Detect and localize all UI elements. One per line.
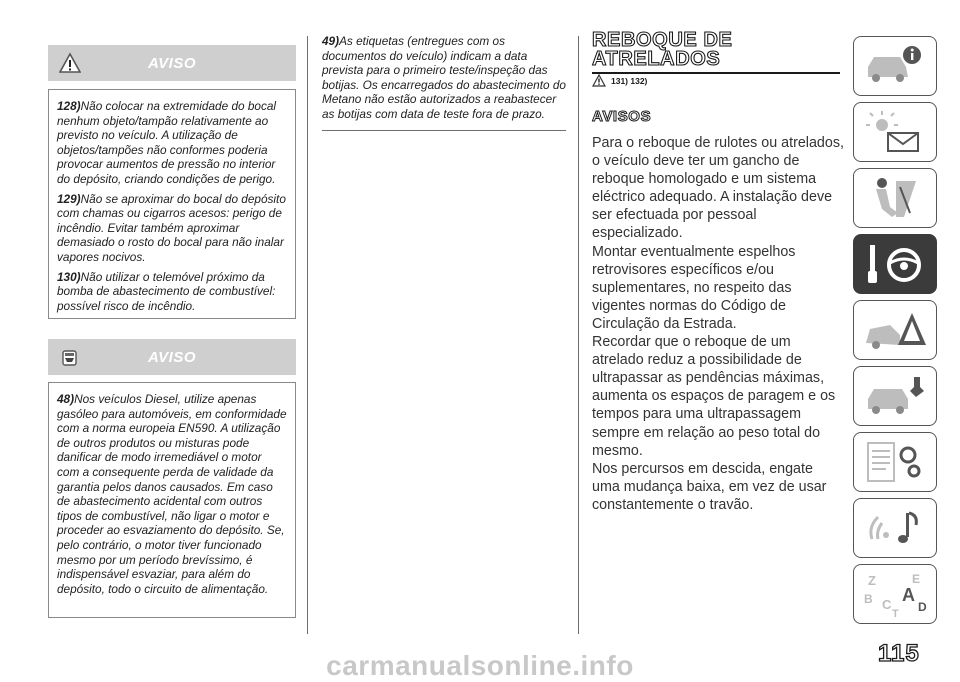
page-number: 115	[878, 640, 920, 667]
tab-dashboard-lights[interactable]	[853, 102, 937, 162]
fuel-pump-warning-icon	[59, 346, 81, 368]
index-letter: Z	[868, 573, 876, 588]
section-body	[592, 134, 844, 514]
watermark: carmanualsonline.info	[326, 650, 634, 681]
section-refs: 131) 132)	[592, 74, 647, 87]
chapter-tabs	[853, 36, 937, 630]
breakdown-warning-icon	[860, 305, 930, 355]
warning-header-2	[48, 339, 296, 375]
tab-seat-safety[interactable]	[853, 168, 937, 228]
car-info-icon	[860, 41, 930, 91]
index-letter: D	[918, 600, 927, 614]
warning-item-129: 129)Não se aproximar do bocal do depósito com chamas ou cigarros acesos: perigo de incêndio. Evitar também aproximar demasiado o rosto do bocal para não inalar vapores nocivos.	[57, 191, 286, 264]
paragraph: Para o reboque de rulotes ou atrelados, o veículo deve ter um gancho de reboque homologado e um sistema eléctrico adequado. A instalação deve ser efectuada por pessoal especializado.	[592, 135, 844, 242]
key-steering-wheel-icon	[860, 239, 930, 289]
index-letter: C	[882, 597, 892, 612]
tab-maintenance[interactable]	[853, 366, 937, 426]
technical-data-icon	[860, 437, 930, 487]
warning-title-2: AVISO	[147, 348, 197, 366]
column-divider-1	[307, 36, 308, 634]
warning-box-1	[48, 89, 296, 319]
column-divider-2	[578, 36, 579, 634]
warning-item-128: 128)Não colocar na extremidade do bocal nenhum objeto/tampão relativamente ao previsto no veículo. A utilização de objetos/tampões não conformes poderia provocar aumentos de pressão no interior do depósito, criando condições de perigo.	[57, 99, 277, 186]
tab-multimedia[interactable]	[853, 498, 937, 558]
tab-starting-driving[interactable]	[853, 234, 937, 294]
section-subtitle: AVISOS	[592, 108, 652, 125]
tab-emergency[interactable]	[853, 300, 937, 360]
tab-technical-data[interactable]	[853, 432, 937, 492]
note-49: 49)As etiquetas (entregues com os documentos do veículo) indicam a data prevista para o primeiro teste/inspeção das botijas. Os encarregados do abastecimento do Metano não estão autorizados a reabastecer as botijas com data de teste fora de prazo.	[322, 34, 566, 131]
warning-box-2	[48, 382, 296, 618]
warning-item-130: 130)Não utilizar o telemóvel próximo da bomba de abastecimento de combustível: possível risco de incêndio.	[57, 269, 276, 313]
multimedia-icon	[860, 503, 930, 553]
warning-triangle-icon	[592, 74, 606, 87]
warning-title-1: AVISO	[147, 54, 197, 72]
warning-triangle-icon	[59, 52, 81, 74]
warning-header-1	[48, 45, 296, 81]
paragraph: Recordar que o reboque de um atrelado reduz a possibilidade de ultrapassar as pendências máximas, aumenta os espaços de paragem e os tempos para uma ultrapassagem sempre em relação ao peso total do mesmo.	[592, 334, 836, 459]
alphabetical-index-icon	[860, 569, 930, 619]
car-maintenance-icon	[860, 371, 930, 421]
index-letter: E	[912, 572, 921, 586]
index-letter: B	[864, 592, 873, 606]
tab-car-info[interactable]	[853, 36, 937, 96]
paragraph: Montar eventualmente espelhos retrovisores específicos e/ou suplementares, no respeito das vigentes normas do Código de Circulação da Estrada.	[592, 243, 796, 332]
index-letter: A	[902, 585, 915, 605]
warning-item-48: 48)Nos veículos Diesel, utilize apenas gasóleo para automóveis, em conformidade com a norma europeia EN590. A utilização de outros produtos ou misturas pode danificar de modo irremediável o motor com a consequente perda de validade da garantia pelos danos causados. Em caso de abastecimento acidental com outros tipos de combustível, não ligar o motor e proceder ao esvaziamento do depósito. Se, pelo contrário, o motor tiver funcionado mesmo por um período brevíssimo, é indispensável esvaziar, para além do depósito, todo o circuito de alimentação.	[57, 392, 287, 596]
seat-safety-icon	[860, 173, 930, 223]
section-title: REBOQUE DE ATRELADOS	[592, 31, 840, 74]
paragraph: Nos percursos em descida, engate uma mudança baixa, em vez de usar constantemente o travão.	[592, 460, 827, 513]
tab-index[interactable]	[853, 564, 937, 624]
index-letter: T	[892, 608, 899, 619]
dashboard-lights-icon	[860, 107, 930, 157]
